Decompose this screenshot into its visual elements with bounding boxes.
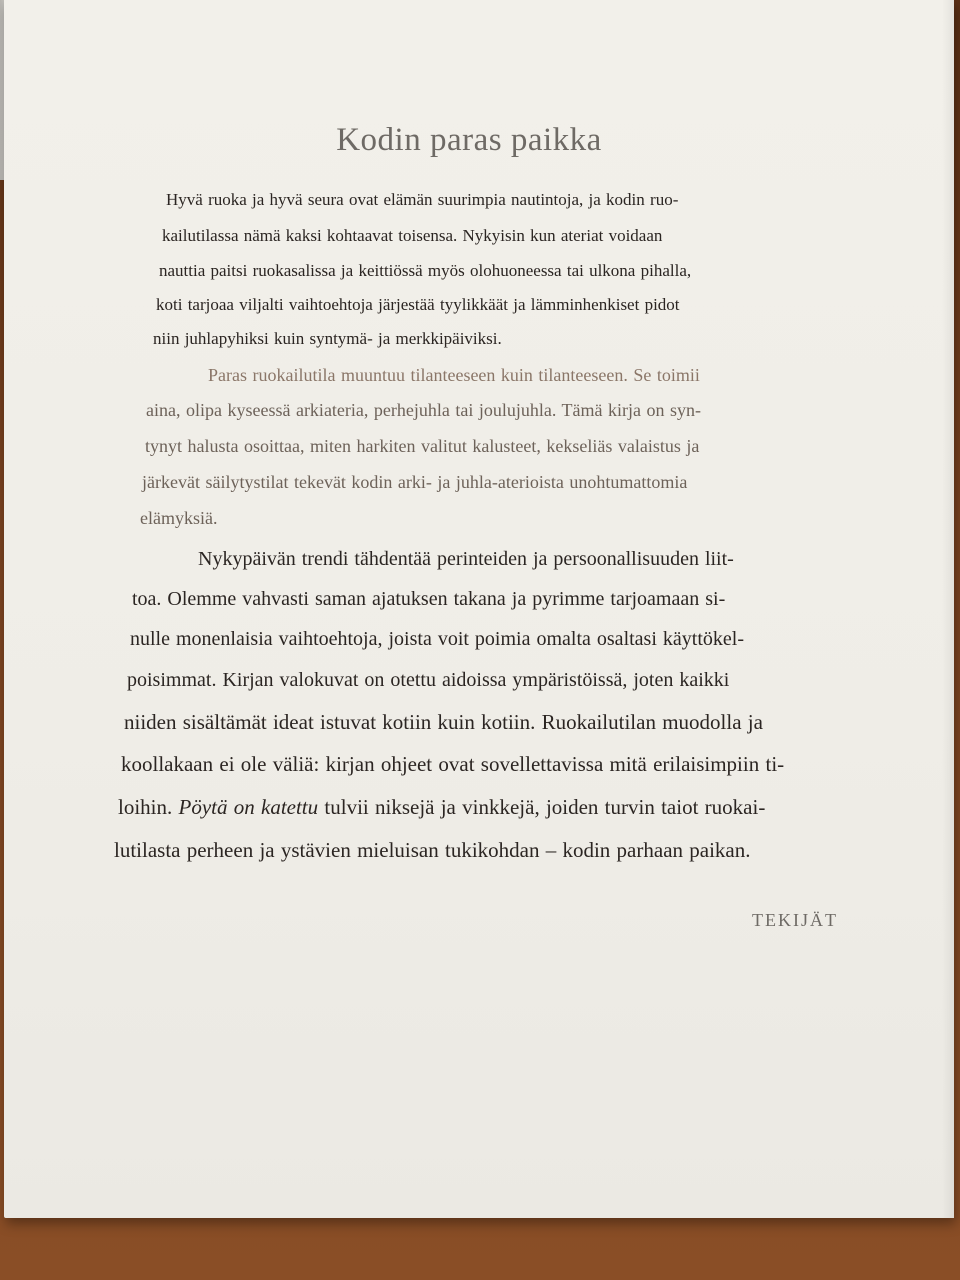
line-end-text: tulvii niksejä ja vinkkejä, joiden turvin taiot ruokai- bbox=[324, 795, 766, 819]
paragraph-1-line-1: Hyvä ruoka ja hyvä seura ovat elämän suurimpia nautintoja, ja kodin ruo- bbox=[166, 190, 679, 209]
paragraph-3-line-8: lutilasta perheen ja ystävien mieluisan tukikohdan – kodin parhaan paikan. bbox=[114, 838, 751, 862]
paragraph-3-line-4: poisimmat. Kirjan valokuvat on otettu aidoissa ympäristöissä, joten kaikki bbox=[127, 669, 730, 691]
paragraph-1-line-5: niin juhlapyhiksi kuin syntymä- ja merkkipäiviksi. bbox=[153, 329, 502, 348]
paragraph-2-line-4: järkevät säilytystilat tekevät kodin arki- ja juhla-aterioista unohtumattomia bbox=[142, 472, 688, 492]
paragraph-2-line-5: elämyksiä. bbox=[140, 508, 218, 528]
paragraph-1-line-4: koti tarjoaa viljalti vaihtoehtoja järjestää tyylikkäät ja lämminhenkiset pidot bbox=[156, 295, 680, 314]
paragraph-3-line-1: Nykypäivän trendi tähdentää perinteiden ja persoonallisuuden liit- bbox=[198, 548, 734, 570]
paragraph-3-line-3: nulle monenlaisia vaihtoehtoja, joista voit poimia omalta osaltasi käyttökel- bbox=[130, 628, 744, 650]
paragraph-2-line-2: aina, olipa kyseessä arkiateria, perhejuhla tai joulujuhla. Tämä kirja on syn- bbox=[146, 400, 701, 420]
paragraph-3-line-7 bbox=[118, 795, 765, 820]
paragraph-1-line-3: nauttia paitsi ruokasalissa ja keittiössä myös olohuoneessa tai ulkona pihalla, bbox=[159, 261, 692, 280]
paragraph-3-line-2: toa. Olemme vahvasti saman ajatuksen takana ja pyrimme tarjoamaan si- bbox=[132, 588, 726, 610]
line-start-text: loihin. bbox=[118, 795, 173, 819]
paragraph-1-line-2: kailutilassa nämä kaksi kohtaavat toisensa. Nykyisin kun ateriat voidaan bbox=[162, 226, 663, 245]
book-title-italic: Pöytä on katettu bbox=[178, 795, 319, 819]
page-title: Kodin paras paikka bbox=[336, 122, 602, 158]
book-page bbox=[4, 0, 954, 1218]
paragraph-3-line-5: niiden sisältämät ideat istuvat kotiin kuin kotiin. Ruokailutilan muodolla ja bbox=[124, 710, 763, 734]
paragraph-3-line-6: koollakaan ei ole väliä: kirjan ohjeet ovat sovellettavissa mitä erilaisimpiin ti- bbox=[121, 752, 785, 776]
paragraph-2-line-3: tynyt halusta osoittaa, miten harkiten valitut kalusteet, kekseliäs valaistus ja bbox=[145, 436, 700, 456]
paragraph-2-line-1: Paras ruokailutila muuntuu tilanteeseen kuin tilanteeseen. Se toimii bbox=[208, 365, 700, 385]
signature: TEKIJÄT bbox=[752, 910, 838, 930]
